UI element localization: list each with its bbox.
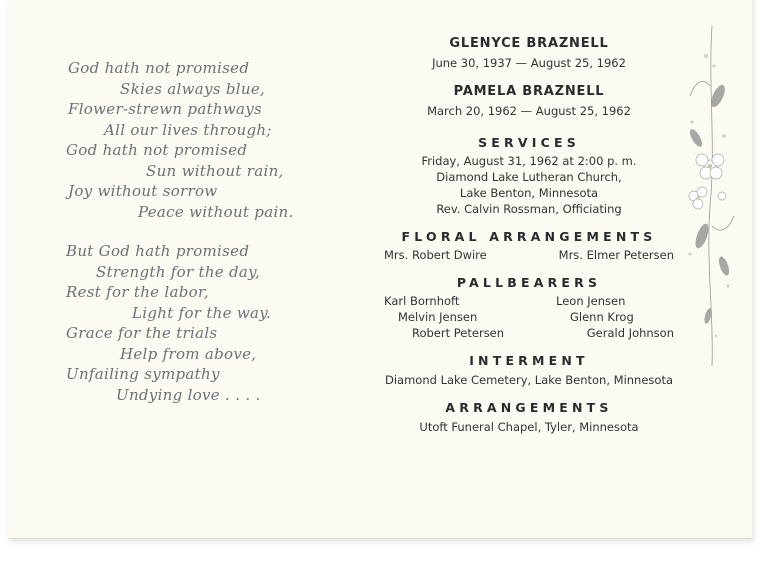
section-heading-services: SERVICES xyxy=(478,135,580,150)
section-heading-interment: INTERMENT xyxy=(469,353,589,368)
deceased-dates: June 30, 1937 — August 25, 1962 xyxy=(432,56,626,70)
floral-name: Mrs. Robert Dwire xyxy=(384,248,487,262)
poem-stanza-2 xyxy=(62,241,302,405)
poem-line: Strength for the day, xyxy=(96,262,261,281)
services-line: Diamond Lake Lutheran Church, xyxy=(436,170,622,184)
pallbearers-row xyxy=(384,325,674,341)
poem-line: God hath not promised xyxy=(68,59,250,77)
poem-line: Peace without pain. xyxy=(138,202,294,221)
pallbearer-name: Leon Jensen xyxy=(556,294,626,308)
service-details xyxy=(384,36,674,435)
deceased-name: GLENYCE BRAZNELL xyxy=(449,36,609,51)
poem-line: Help from above, xyxy=(120,344,257,363)
pallbearers-list xyxy=(384,293,674,341)
pallbearer-name: Gerald Johnson xyxy=(586,326,674,340)
poem-line: Flower-strewn pathways xyxy=(68,100,263,118)
deceased-name: PAMELA BRAZNELL xyxy=(453,84,605,99)
floral-decoration-icon xyxy=(672,26,742,366)
poem-line: Undying love . . . . xyxy=(116,385,261,404)
deceased-dates: March 20, 1962 — August 25, 1962 xyxy=(427,104,631,118)
pallbearer-name: Karl Bornhoft xyxy=(384,294,460,308)
services-line: Rev. Calvin Rossman, Officiating xyxy=(436,202,622,216)
services-line: Lake Benton, Minnesota xyxy=(459,186,599,200)
section-heading-floral: FLORAL ARRANGEMENTS xyxy=(401,229,657,244)
pallbearers-row xyxy=(384,293,674,309)
poem-line: Light for the way. xyxy=(132,303,272,322)
pallbearer-name: Melvin Jensen xyxy=(398,310,478,324)
floral-row xyxy=(384,247,674,263)
poem-line: But God hath promised xyxy=(66,242,250,260)
poem xyxy=(62,58,302,405)
pallbearers-row xyxy=(384,309,674,325)
arrangements-line: Utoft Funeral Chapel, Tyler, Minnesota xyxy=(419,420,639,434)
poem-line: Grace for the trials xyxy=(66,324,218,342)
services-details xyxy=(384,153,674,217)
section-heading-pallbearers: PALLBEARERS xyxy=(456,275,602,290)
pallbearer-name: Robert Petersen xyxy=(412,326,505,340)
poem-line: Joy without sorrow xyxy=(68,182,218,200)
card-edge-shadow xyxy=(752,0,758,540)
pallbearer-name: Glenn Krog xyxy=(570,310,634,324)
poem-line: God hath not promised xyxy=(66,141,248,159)
poem-line: Unfailing sympathy xyxy=(66,365,220,383)
interment-line: Diamond Lake Cemetery, Lake Benton, Minnesota xyxy=(384,373,673,387)
services-line: Friday, August 31, 1962 at 2:00 p. m. xyxy=(421,154,637,168)
poem-line: Rest for the labor, xyxy=(66,283,209,301)
poem-line: Skies always blue, xyxy=(120,79,266,98)
poem-line: All our lives through; xyxy=(104,120,272,139)
section-heading-arrangements: ARRANGEMENTS xyxy=(445,400,613,415)
floral-name: Mrs. Elmer Petersen xyxy=(558,248,674,262)
poem-line: Sun without rain, xyxy=(146,161,284,180)
